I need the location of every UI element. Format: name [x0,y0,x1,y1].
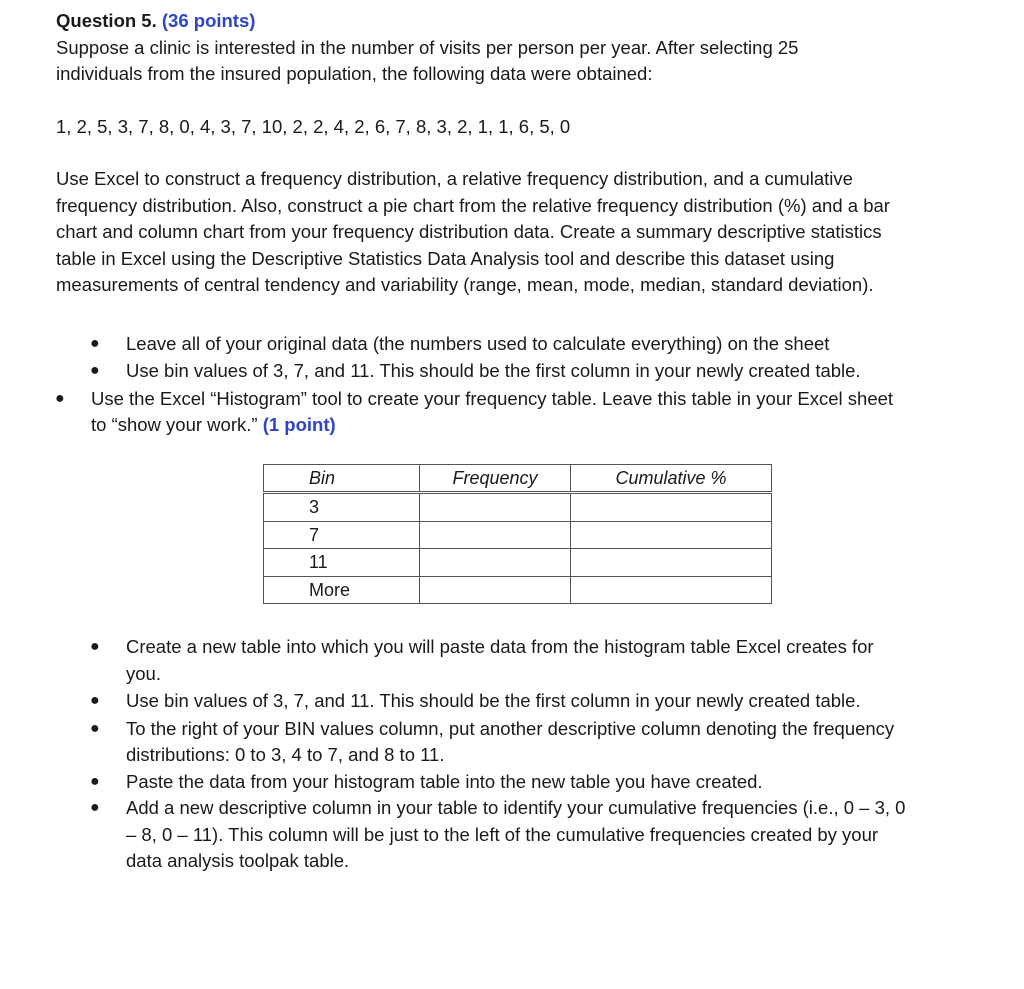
table-row [264,493,772,522]
bin-cell: 3 [264,493,420,522]
column-header-bin: Bin [264,464,420,493]
column-header-frequency: Frequency [420,464,571,493]
cumulative-cell [571,493,772,522]
list-item-text: Add a new descriptive column in your table to identify your cumulative frequencies (i.e., 0 – 3, 0 – 8, 0 – 11). This column will be just to the left of the cumulative frequencies created by your data analysis toolpak table. [126,797,906,871]
question-document [56,8,956,875]
bin-cell: 7 [264,521,420,549]
data-values: 1, 2, 5, 3, 7, 8, 0, 4, 3, 7, 10, 2, 2, 4, 2, 6, 7, 8, 3, 2, 1, 1, 6, 5, 0 [56,115,571,137]
list-item [56,386,911,439]
list-item [56,634,906,687]
table-row [264,521,772,549]
cumulative-cell [571,549,772,577]
list-item-text: To the right of your BIN values column, put another descriptive column denoting the frequency distributions: 0 to 3, 4 to 7, and 8 to 11. [126,717,895,765]
list-item-text: Create a new table into which you will paste data from the histogram table Excel creates for you. [126,636,874,684]
question-label: Question 5. [56,10,157,31]
list-item [56,716,906,769]
frequency-table [263,464,772,605]
bullet-icon: ● [90,334,100,352]
bullet-icon: ● [90,799,100,816]
frequency-cell [420,576,571,604]
instruction-list-b [56,634,956,875]
question-heading [56,8,956,35]
question-points: (36 points) [161,10,256,31]
table-row [264,549,772,577]
list-item-text: Leave all of your original data (the numbers used to calculate everything) on the sheet [126,332,830,354]
bullet-icon: ● [90,772,100,790]
table-header-row [264,464,772,493]
list-item [56,688,906,715]
cumulative-cell [571,576,772,604]
intro-paragraph: Suppose a clinic is interested in the number of visits per person per year. After selecting 25 individuals from the insured population, the following data were obtained: [56,36,799,84]
bin-cell: 11 [264,549,420,577]
bullet-icon: ● [90,362,100,379]
list-item [56,795,906,875]
bin-cell: More [264,576,420,604]
bullet-icon: ● [90,692,100,709]
list-item-text: Paste the data from your histogram table into the new table you have created. [126,770,763,792]
cumulative-cell [571,521,772,549]
instructions-paragraph: Use Excel to construct a frequency distribution, a relative frequency distribution, and a cumulative frequency distribution. Also, construct a pie chart from the relative frequency distribution (%) and a bar chart and column chart from your frequency distribution data. Create a summary descriptive statistics table in Excel using the Descriptive Statistics Data Analysis tool and describe this dataset using measurements of central tendency and variability (range, mean, mode, median, standard deviation). [56,168,890,295]
list-item-text: Use bin values of 3, 7, and 11. This should be the first column in your newly created table. [126,690,861,711]
column-header-cumulative: Cumulative % [571,464,772,493]
bullet-icon: ● [55,389,65,407]
frequency-cell [420,549,571,577]
bullet-icon: ● [90,719,100,737]
frequency-table-wrap [263,464,956,605]
list-item-text: Use bin values of 3, 7, and 11. This should be the first column in your newly created table. [126,360,861,381]
table-row [264,576,772,604]
frequency-cell [420,521,571,549]
list-item [56,331,906,358]
item-points: (1 point) [262,414,336,435]
list-item-text: Use the Excel “Histogram” tool to create your frequency table. Leave this table in your Excel sheet to “show your work.” [91,387,894,435]
list-item [56,358,906,385]
instruction-list-a [56,331,956,439]
list-item [56,769,906,796]
bullet-icon: ● [90,638,100,655]
frequency-cell [420,493,571,522]
